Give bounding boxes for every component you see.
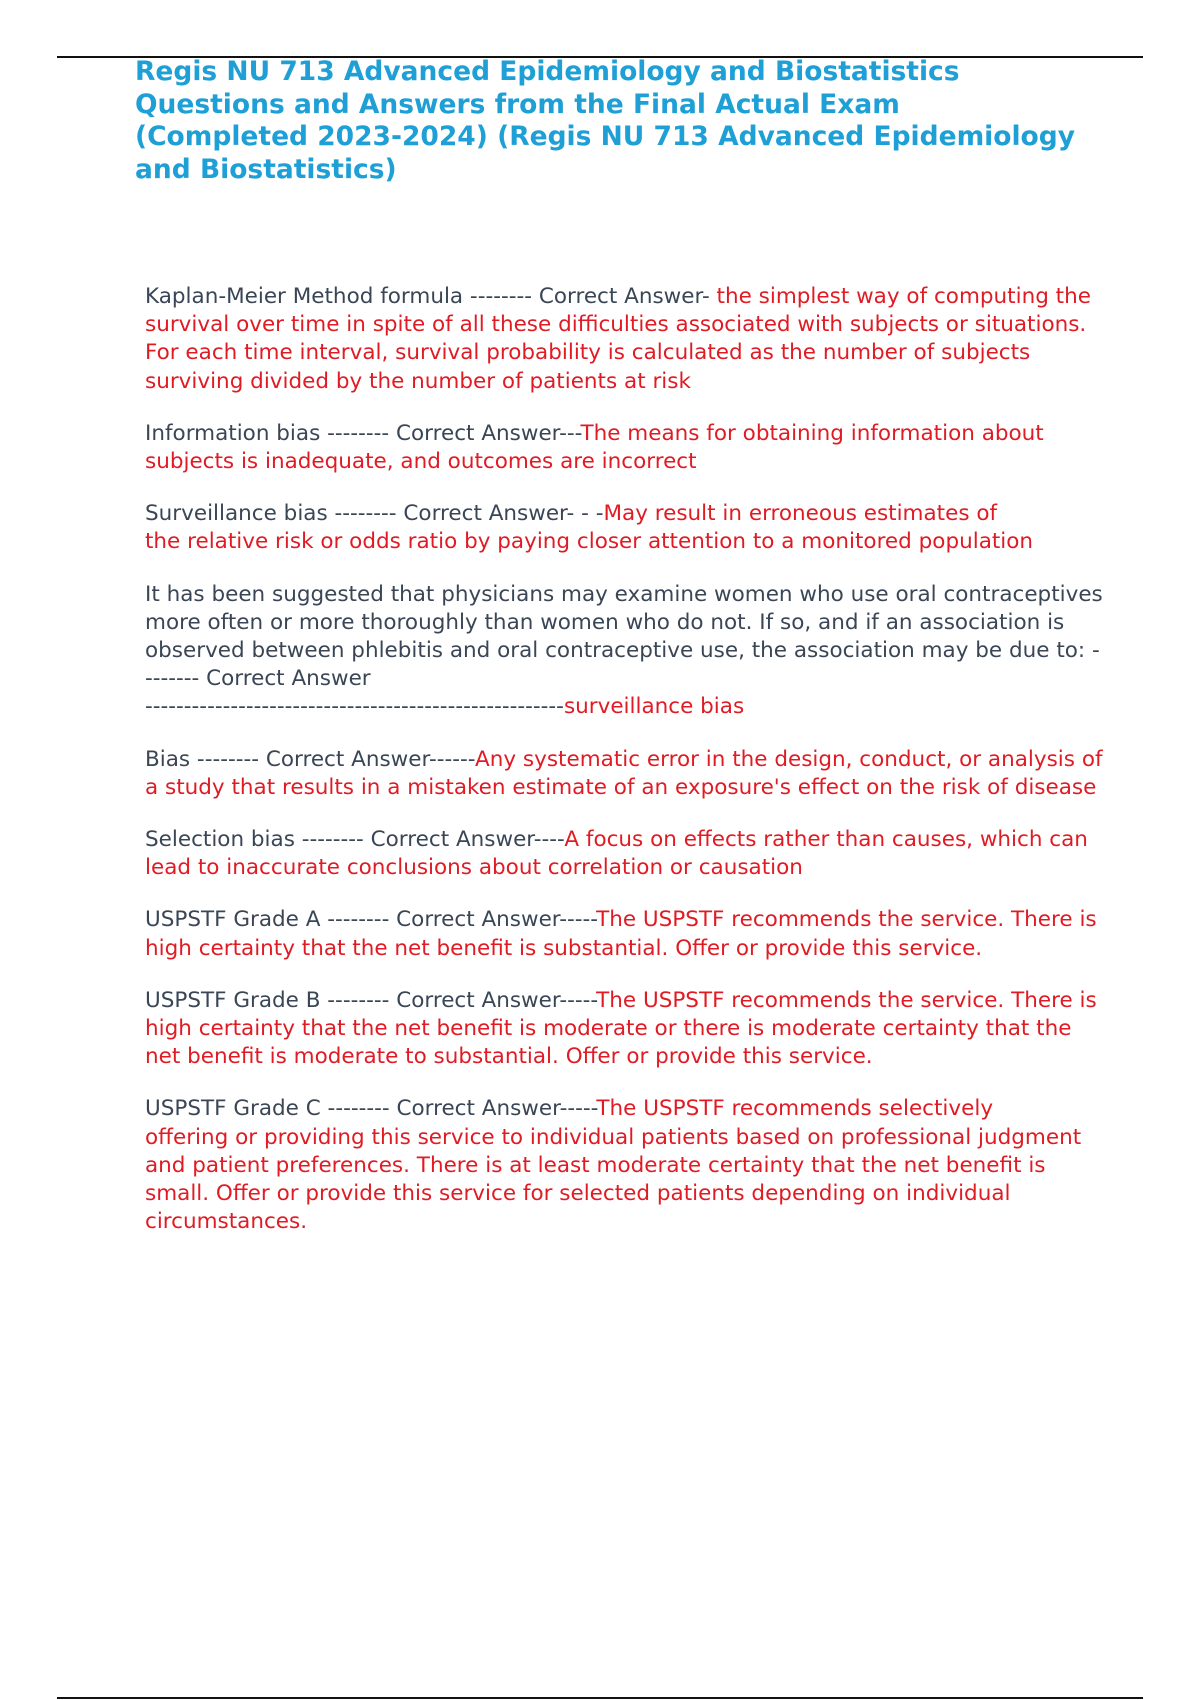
answer-text-continued: the relative risk or odds ratio by paying closer attention to a monitored population — [145, 529, 1034, 555]
qa-item-uspstf-grade-c — [145, 1095, 1105, 1236]
qa-item-selection-bias — [145, 826, 1105, 882]
qa-item-oral-contraceptives — [145, 581, 1110, 722]
answer-text: The USPSTF recommends the service. There is high certainty that the net benefit is substantial. Offer or provide this service. — [145, 907, 1104, 961]
answer-text: The means for obtaining information about subjects is inadequate, and outcomes are incorrect — [145, 420, 1051, 475]
question-text: It has been suggested that physicians may examine women who use oral contraceptives more often or more thoroughly than women who do not. If so, and if an association is observed between phlebitis and oral contraceptive use, the association may be due to: -------- Correct Answer — [145, 581, 1110, 692]
document-title: Regis NU 713 Advanced Epidemiology and Biostatistics Questions and Answers from the Final Actual Exam (Completed 2023-2024) (Regis NU 713 Advanced Epidemiology and Biostatistics) — [135, 56, 1075, 185]
answer-text: A focus on effects rather than causes, which can lead to inaccurate conclusions about correlation or causation — [145, 827, 1095, 881]
qa-list — [145, 283, 1110, 1260]
bottom-rule — [57, 1697, 1143, 1699]
qa-item-bias — [145, 746, 1110, 802]
question-dashes: ------------------------------------------------------ — [145, 694, 564, 720]
qa-item-surveillance-bias — [145, 500, 1105, 556]
qa-item-information-bias — [145, 420, 1105, 476]
question-text: USPSTF Grade C -------- Correct Answer----- — [145, 1096, 597, 1122]
qa-item-uspstf-grade-b — [145, 987, 1105, 1072]
answer-text-continued: offering or providing this service to individual patients based on professional judgment and patient preferences. There is at least moderate certainty that the net benefit is small. Offer or provide this service for selected patients depending on individual circumstances. — [145, 1124, 1089, 1235]
question-text: Selection bias -------- Correct Answer---- — [145, 827, 565, 853]
answer-text: May result in erroneous estimates of — [603, 501, 998, 527]
question-text: USPSTF Grade B -------- Correct Answer----- — [145, 987, 597, 1013]
question-text: Information bias -------- Correct Answer--- — [145, 420, 581, 446]
answer-text: surveillance bias — [563, 694, 745, 720]
answer-text: The USPSTF recommends selectively — [596, 1096, 994, 1122]
qa-item-kaplan-meier — [145, 283, 1105, 396]
question-text: Surveillance bias -------- Correct Answer- - - — [145, 501, 604, 527]
question-text: USPSTF Grade A -------- Correct Answer----- — [145, 907, 597, 933]
question-text: Bias -------- Correct Answer------ — [145, 746, 476, 772]
qa-item-uspstf-grade-a — [145, 906, 1105, 962]
answer-text: Any systematic error in the design, conduct, or analysis of a study that results in a mistaken estimate of an exposure's effect on the risk of disease — [145, 746, 1110, 800]
question-text: Kaplan-Meier Method formula -------- Correct Answer- — [145, 284, 717, 309]
answer-text: the simplest way of computing the survival over time in spite of all these difficulties associated with subjects or situations. For each time interval, survival probability is calculated as the number of subjects surviving divided by the number of patients at risk — [145, 284, 1098, 394]
answer-text: The USPSTF recommends the service. There is high certainty that the net benefit is moderate or there is moderate certainty that the net benefit is moderate to substantial. Offer or provide this service. — [145, 987, 1104, 1070]
